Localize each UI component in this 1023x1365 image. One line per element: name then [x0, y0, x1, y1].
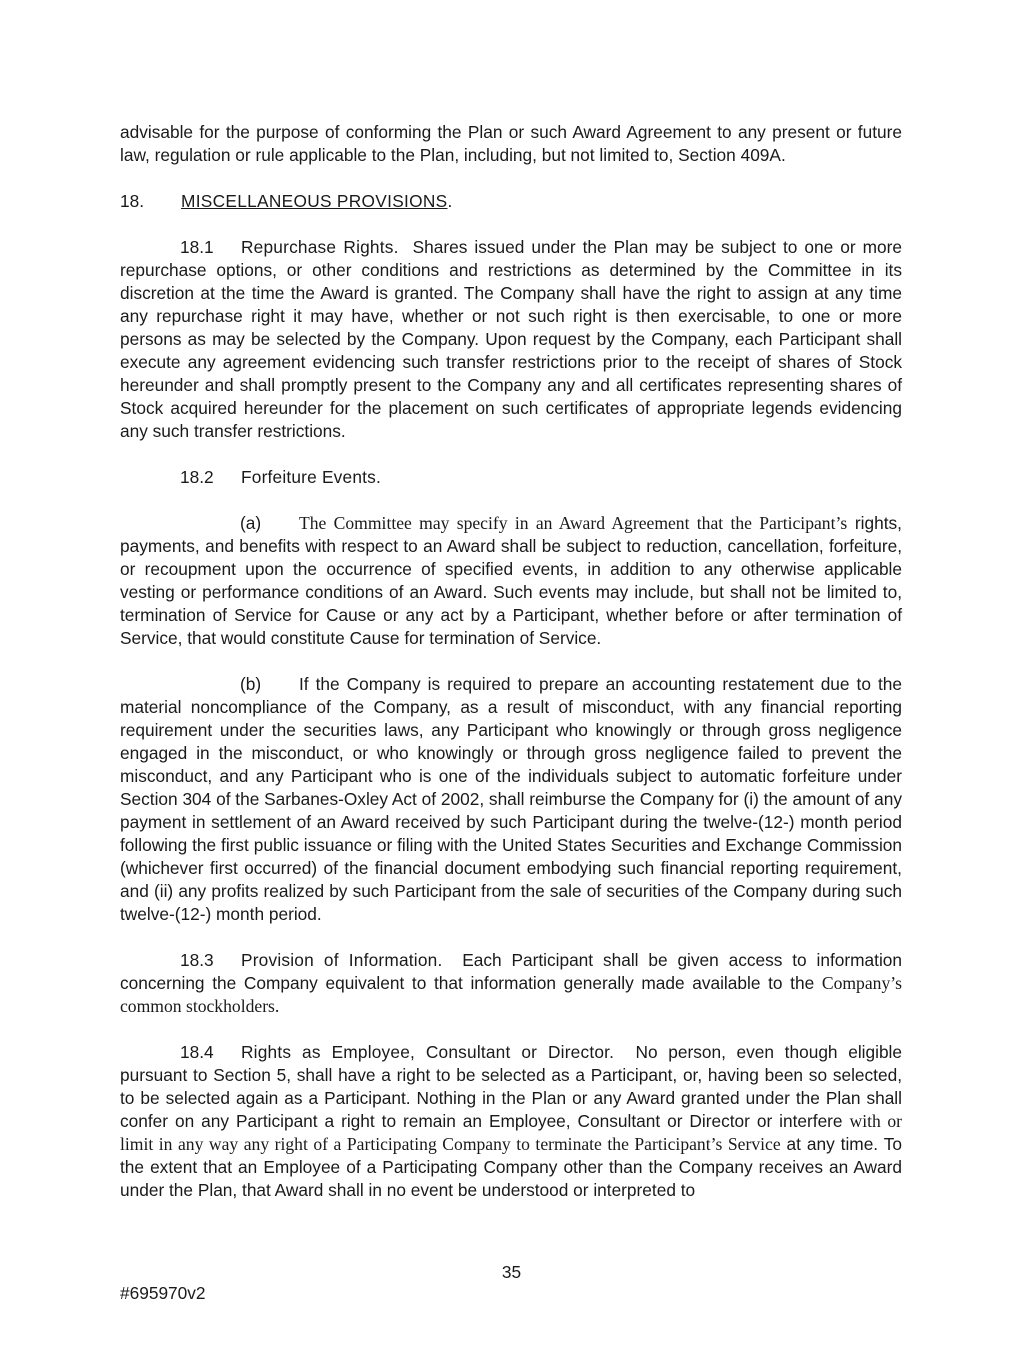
- section-title: MISCELLANEOUS PROVISIONS: [181, 191, 448, 211]
- page-number: 35: [501, 1262, 522, 1282]
- section-18-1: [120, 236, 902, 443]
- section-18-3-caption: Provision of Information.: [241, 950, 443, 970]
- section-18-2-b-body: If the Company is required to prepare an accounting restatement due to the material noncompliance of the Company, as a result of misconduct, with any financial reporting requirement under the securities laws, any Participant who knowingly or through gross negligence engaged in the misconduct, or who knowingly or through gross negligence failed to prevent the misconduct, and any Participant who is one of the individuals subject to automatic forfeiture under Section 304 of the Sarbanes-Oxley Act of 2002, shall reimburse the Company for (i) the amount of any payment in settlement of an Award received by such Participant during the twelve-(12-) month period following the first public issuance or filing with the United States Securities and Exchange Commission (whichever first occurred) of the financial document embodying such financial reporting requirement, and (ii) any profits realized by such Participant from the sale of securities of the Company during such twelve-(12-) month period.: [120, 674, 902, 924]
- section-number: 18.: [120, 191, 145, 211]
- section-18-4-number: 18.4: [180, 1042, 214, 1062]
- section-18-1-number: 18.1: [180, 237, 214, 257]
- section-18-2-a-label: (a): [240, 513, 262, 533]
- section-18-3-body: Each Participant shall be given access to information concerning the Company equivalent to that information generally made available to the: [120, 950, 903, 993]
- section-18-2-b: [120, 673, 902, 926]
- section-18-4-body-3: at any time. To the extent that an Employee of a Participating Company other than the Company receives an Award under the Plan, that Award shall in no event be understood or interpreted to: [120, 1134, 902, 1200]
- section-18-3-tail: Company’s common stockholders.: [120, 973, 902, 1016]
- section-18-2-b-label: (b): [240, 674, 262, 694]
- section-18-2-number: 18.2: [180, 467, 214, 487]
- section-18-4-body-1: No person, even though eligible pursuant to Section 5, shall have a right to be selected as a Participant, or, having been so selected, to be selected again as a Participant. Nothing in the Plan or any Award granted under the Plan shall confer on any Participant a right to remain an Employee, Consultant or Director or interfere: [120, 1042, 903, 1131]
- section-18-2-a: [120, 512, 902, 650]
- section-18-4-body-2: with or limit in any way any right of a Participating Company to terminate the Participant’s Service: [120, 1111, 902, 1154]
- section-title-suffix: .: [447, 191, 453, 211]
- section-18-1-caption: Repurchase Rights.: [241, 237, 399, 257]
- document-page: [120, 121, 902, 1202]
- section-18-1-body: Shares issued under the Plan may be subject to one or more repurchase options, or other conditions and restrictions as determined by the Committee in its discretion at the time the Award is granted. The Company shall have the right to assign at any time any repurchase right it may have, whether or not such right is then exercisable, to one or more persons as may be selected by the Company. Upon request by the Company, each Participant shall execute any agreement evidencing such transfer restrictions prior to the receipt of shares of Stock hereunder and shall promptly present to the Company any and all certificates representing shares of Stock acquired hereunder for the placement on such certificates of appropriate legends evidencing any such transfer restrictions.: [120, 237, 902, 441]
- section-18-2-heading: [120, 466, 902, 489]
- document-id: #695970v2: [120, 1283, 206, 1303]
- section-18-4: [120, 1041, 902, 1202]
- section-18-4-caption: Rights as Employee, Consultant or Director.: [241, 1042, 615, 1062]
- section-18-2-caption: Forfeiture Events.: [241, 467, 381, 487]
- section-18-3-number: 18.3: [180, 950, 214, 970]
- section-18-3: [120, 949, 902, 1018]
- section-heading: [120, 190, 902, 213]
- section-18-2-a-lead: The Committee may specify in an Award Agreement that the Participant’s: [299, 513, 848, 533]
- intro-paragraph: advisable for the purpose of conforming the Plan or such Award Agreement to any present or future law, regulation or rule applicable to the Plan, including, but not limited to, Section 409A.: [120, 122, 902, 165]
- section-18-2-a-body: rights, payments, and benefits with respect to an Award shall be subject to reduction, cancellation, forfeiture, or recoupment upon the occurrence of specified events, in addition to any otherwise applicable vesting or performance conditions of an Award. Such events may include, but shall not be limited to, termination of Service for Cause or any act by a Participant, whether before or after termination of Service, that would constitute Cause for termination of Service.: [120, 513, 902, 648]
